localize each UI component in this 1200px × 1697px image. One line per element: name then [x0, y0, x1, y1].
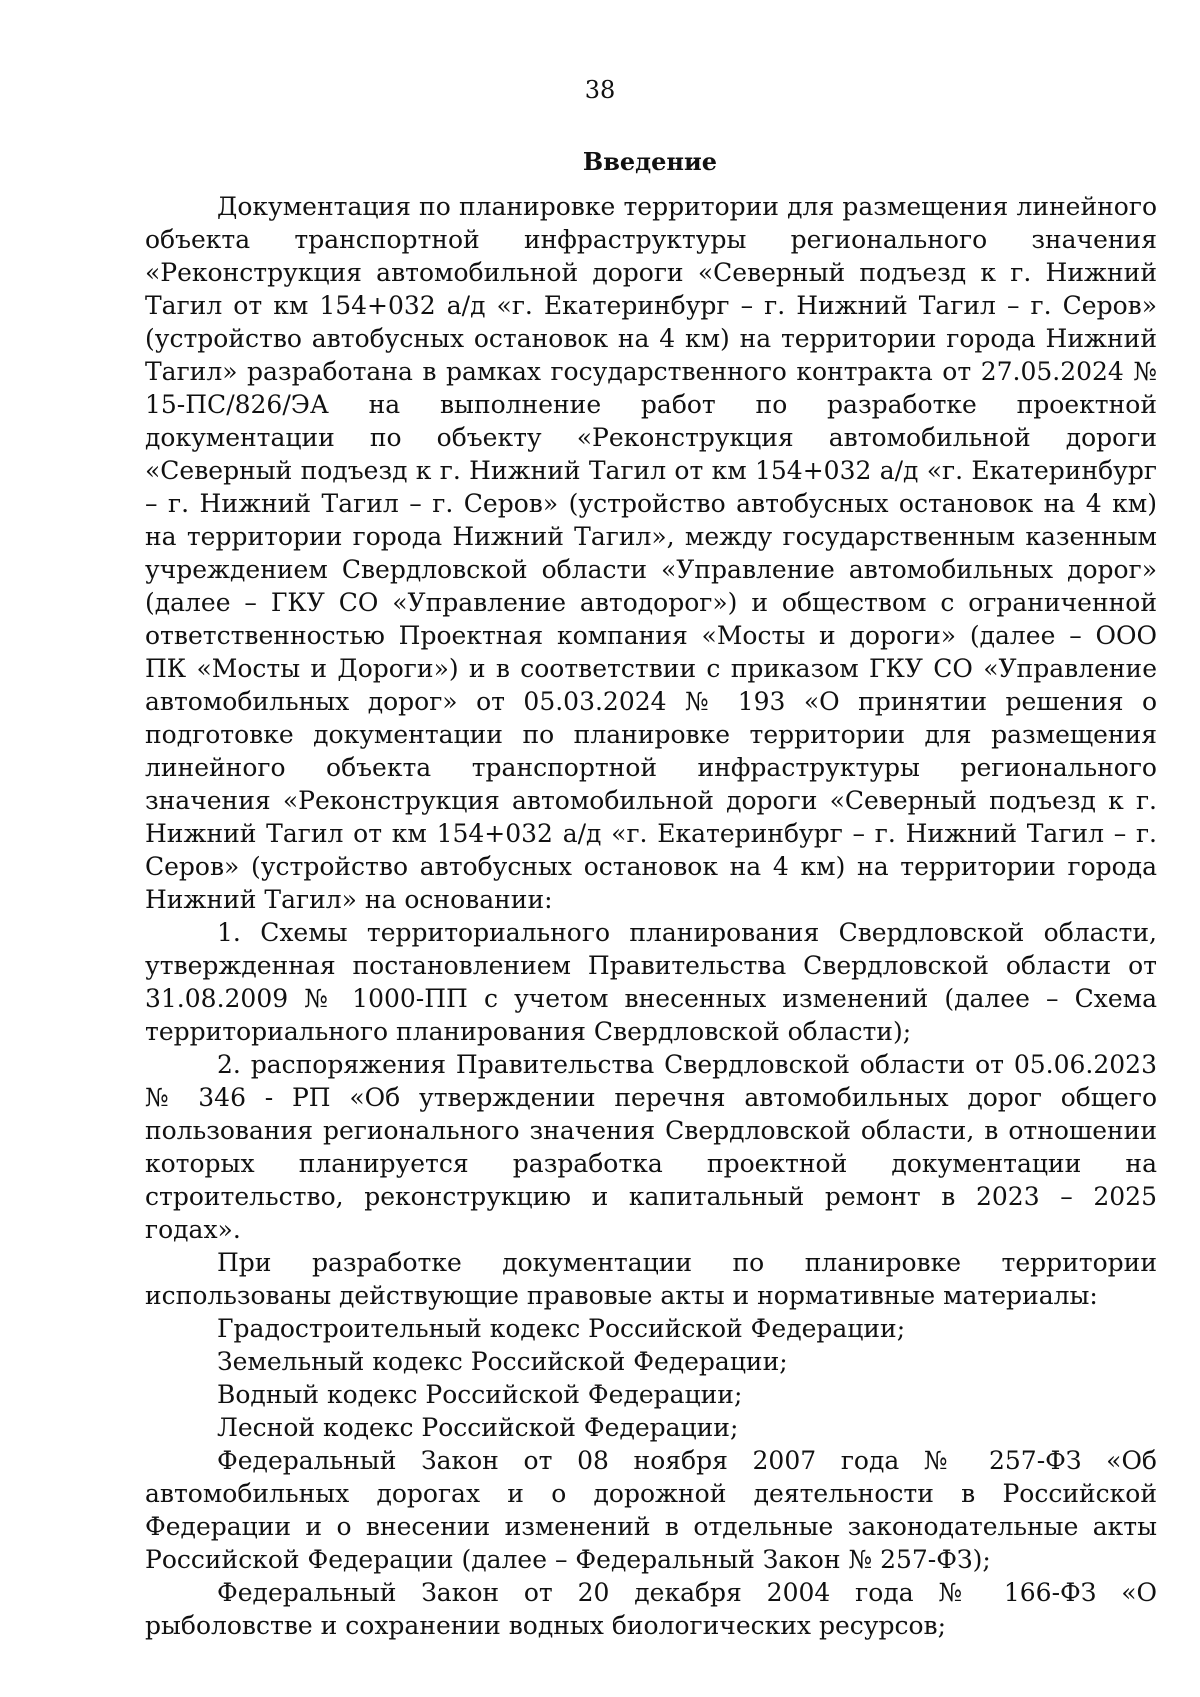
legal-act-item: Градостроительный кодекс Российской Федерации;: [217, 1314, 906, 1343]
paragraph-introduction: Документация по планировке территории для размещения линейного объекта транспортной инфраструктуры регионального значения «Реконструкция автомобильной дороги «Северный подъезд к г. Нижний Тагил от км 154+032 а/д «г. Екатеринбург – г. Нижний Тагил – г. Серов» (устройство автобусных остановок на 4 км) на территории города Нижний Тагил» разработана в рамках государственного контракта от 27.05.2024 № 15-ПС/826/ЭА на выполнение работ по разработке проектной документации по объекту «Реконструкция автомобильной дороги «Северный подъезд к г. Нижний Тагил от км 154+032 а/д «г. Екатеринбург – г. Нижний Тагил – г. Серов» (устройство автобусных остановок на 4 км) на территории города Нижний Тагил», между государственным казенным учреждением Свердловской области «Управление автомобильных дорог» (далее – ГКУ СО «Управление автодорог») и обществом с ограниченной ответственностью Проектная компания «Мосты и дороги» (далее – ООО ПК «Мосты и Дороги») и в соответствии с приказом ГКУ СО «Управление автомобильных дорог» от 05.03.2024 № 193 «О принятии решения о подготовке документации по планировке территории для размещения линейного объекта транспортной инфраструктуры регионального значения «Реконструкция автомобильной дороги «Северный подъезд к г. Нижний Тагил от км 154+032 а/д «г. Екатеринбург – г. Нижний Тагил – г. Серов» (устройство автобусных остановок на 4 км) на территории города Нижний Тагил» на основании:: [145, 192, 1157, 914]
legal-act-item: Земельный кодекс Российской Федерации;: [217, 1347, 788, 1376]
legal-act-item: Водный кодекс Российской Федерации;: [217, 1380, 743, 1409]
list-item-2: 2. распоряжения Правительства Свердловской области от 05.06.2023 № 346 - РП «Об утверждении перечня автомобильных дорог общего пользования регионального значения Свердловской области, в отношении которых планируется разработка проектной документации на строительство, реконструкцию и капитальный ремонт в 2023 – 2025 годах».: [145, 1050, 1157, 1244]
page-number: 38: [584, 76, 616, 104]
paragraph-legal-acts: При разработке документации по планировке территории использованы действующие правовые акты и нормативные материалы:: [145, 1248, 1157, 1310]
legal-act-item: Федеральный Закон от 20 декабря 2004 года № 166-ФЗ «О рыболовстве и сохранении водных биологических ресурсов;: [145, 1578, 1157, 1640]
section-title: Введение: [582, 147, 718, 176]
document-body: [145, 190, 1157, 1642]
legal-act-item: Лесной кодекс Российской Федерации;: [217, 1413, 739, 1442]
legal-act-item: Федеральный Закон от 08 ноября 2007 года № 257-ФЗ «Об автомобильных дорогах и о дорожной деятельности в Российской Федерации и о внесении изменений в отдельные законодательные акты Российской Федерации (далее – Федеральный Закон № 257-ФЗ);: [145, 1446, 1157, 1574]
list-item-1: 1. Схемы территориального планирования Свердловской области, утвержденная постановлением Правительства Свердловской области от 31.08.2009 № 1000-ПП с учетом внесенных изменений (далее – Схема территориального планирования Свердловской области);: [145, 918, 1157, 1046]
